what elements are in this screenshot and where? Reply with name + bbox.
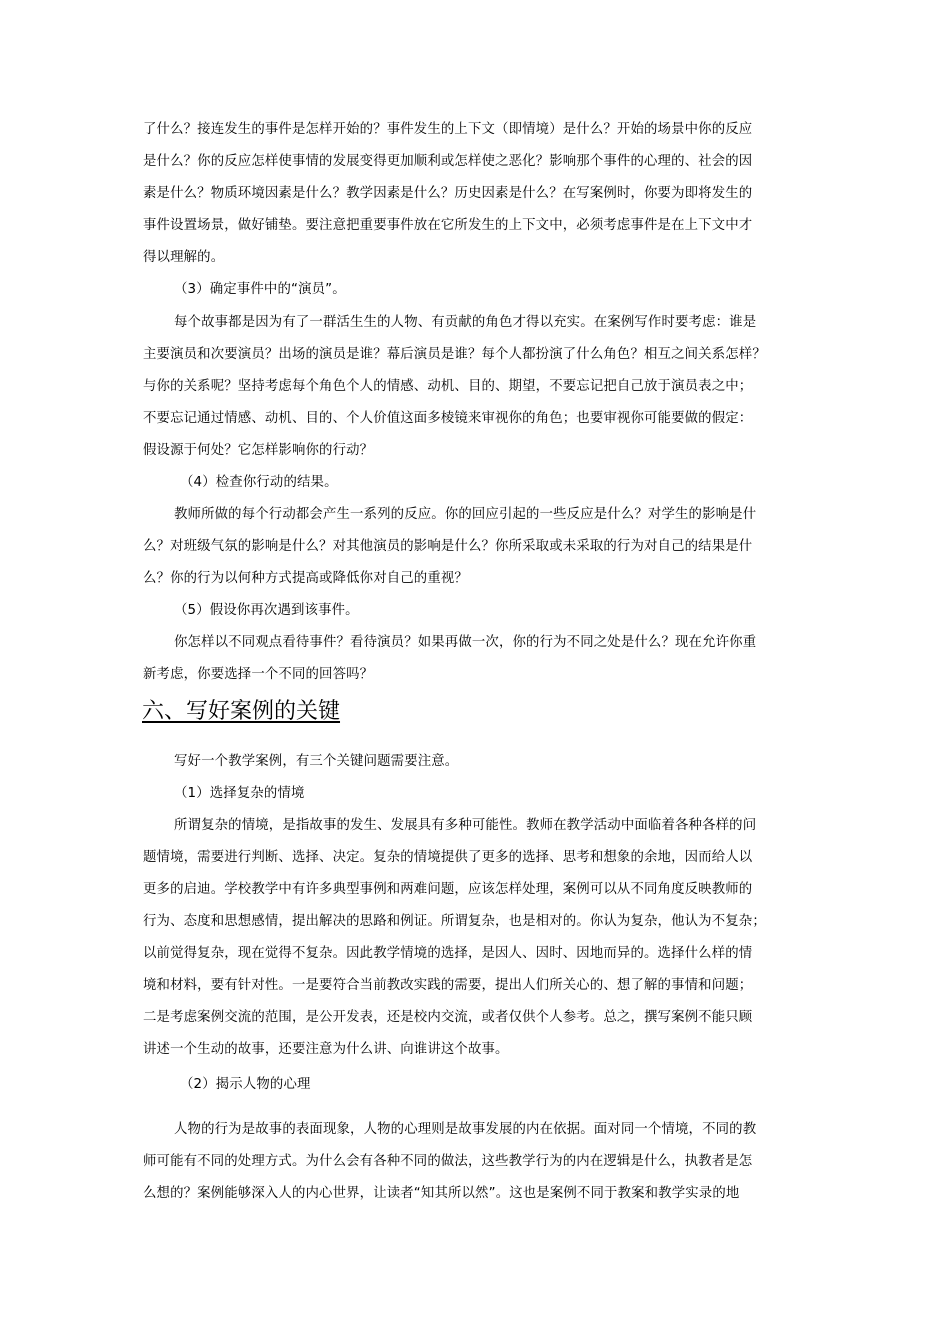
paragraph-line: 事件设置场景，做好铺垫。要注意把重要事件放在它所发生的上下文中，必须考虑事件是在上下文中才 (143, 218, 753, 233)
paragraph-line: 师可能有不同的处理方式。为什么会有各种不同的做法，这些教学行为的内在逻辑是什么，执教者是怎 (143, 1154, 753, 1169)
item-5-title: （5）假设你再次遇到该事件。 (174, 603, 359, 618)
paragraph-line: 么？你的行为以何种方式提高或降低你对自己的重视？ (143, 571, 468, 586)
paragraph-line: 每个故事都是因为有了一群活生生的人物、有贡献的角色才得以充实。在案例写作时要考虑：谁是 (174, 315, 757, 330)
paragraph-line: 人物的行为是故事的表面现象，人物的心理则是故事发展的内在依据。面对同一个情境，不同的教 (174, 1122, 757, 1137)
paragraph-line: 主要演员和次要演员？出场的演员是谁？幕后演员是谁？每个人都扮演了什么角色？相互之间关系怎样？ (143, 347, 766, 362)
item-4-title: （4）检查你行动的结果。 (180, 475, 338, 490)
paragraph-line: 新考虑，你要选择一个不同的回答吗？ (143, 667, 374, 682)
s6-item-2-title: （2）揭示人物的心理 (180, 1077, 311, 1092)
paragraph-line: 讲述一个生动的故事，还要注意为什么讲、向谁讲这个故事。 (143, 1042, 509, 1057)
paragraph-line: 假设源于何处？它怎样影响你的行动？ (143, 443, 374, 458)
paragraph-line: 得以理解的。 (143, 250, 225, 265)
paragraph-line: 素是什么？物质环境因素是什么？教学因素是什么？历史因素是什么？在写案例时，你要为即将发生的 (143, 186, 753, 201)
paragraph-line: 是什么？你的反应怎样使事情的发展变得更加顺利或怎样使之恶化？影响那个事件的心理的、社会的因 (143, 154, 753, 169)
paragraph-line: 以前觉得复杂，现在觉得不复杂。因此教学情境的选择，是因人、因时、因地而异的。选择什么样的情 (143, 946, 753, 961)
paragraph-line: 行为、态度和思想感情，提出解决的思路和例证。所谓复杂，也是相对的。你认为复杂，他认为不复杂； (143, 914, 766, 929)
paragraph-line: 境和材料，要有针对性。一是要符合当前教改实践的需要，提出人们所关心的、想了解的事情和问题； (143, 978, 753, 993)
paragraph-line: 你怎样以不同观点看待事件？看待演员？如果再做一次，你的行为不同之处是什么？现在允许你重 (174, 635, 757, 650)
paragraph-line: 了什么？接连发生的事件是怎样开始的？事件发生的上下文（即情境）是什么？开始的场景中你的反应 (143, 122, 753, 137)
paragraph-line: 教师所做的每个行动都会产生一系列的反应。你的回应引起的一些反应是什么？对学生的影响是什 (174, 507, 757, 522)
section-heading: 六、写好案例的关键 (142, 699, 341, 724)
paragraph-line: 么？对班级气氛的影响是什么？对其他演员的影响是什么？你所采取或未采取的行为对自己的结果是什 (143, 539, 753, 554)
paragraph-line: 与你的关系呢？坚持考虑每个角色个人的情感、动机、目的、期望，不要忘记把自己放于演员表之中； (143, 379, 753, 394)
paragraph-line: 题情境，需要进行判断、选择、决定。复杂的情境提供了更多的选择、思考和想象的余地，因而给人以 (143, 850, 753, 865)
paragraph-line: 更多的启迪。学校教学中有许多典型事例和两难问题，应该怎样处理，案例可以从不同角度反映教师的 (143, 882, 753, 897)
paragraph-line: 么想的？案例能够深入人的内心世界，让读者“知其所以然”。这也是案例不同于教案和教学实录的地 (143, 1186, 740, 1201)
paragraph-line: 所谓复杂的情境，是指故事的发生、发展具有多种可能性。教师在教学活动中面临着各种各样的问 (174, 818, 757, 833)
paragraph-line: 不要忘记通过情感、动机、目的、个人价值这面多棱镜来审视你的角色；也要审视你可能要做的假定： (143, 411, 753, 426)
s6-item-1-title: （1）选择复杂的情境 (174, 786, 305, 801)
paragraph-line: 二是考虑案例交流的范围，是公开发表，还是校内交流，或者仅供个人参考。总之，撰写案例不能只顾 (143, 1010, 753, 1025)
item-3-title: （3）确定事件中的“演员”。 (174, 282, 346, 297)
section-intro: 写好一个教学案例，有三个关键问题需要注意。 (174, 754, 459, 769)
